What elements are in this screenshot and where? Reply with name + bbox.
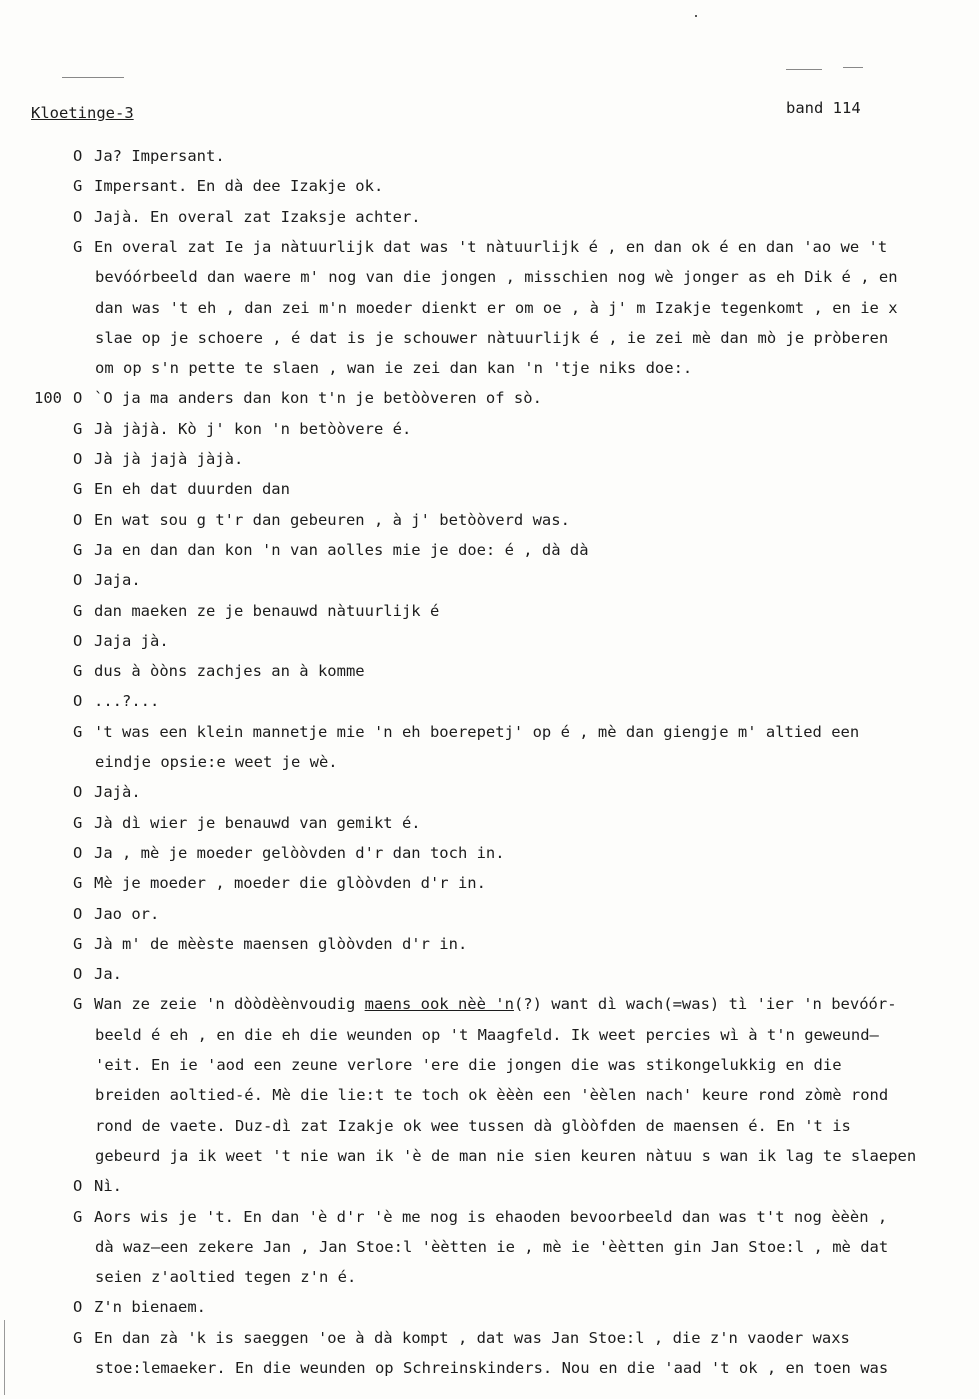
speaker-label: O	[73, 571, 83, 590]
transcript-line	[0, 1328, 979, 1348]
line-text: Jaja jà.	[94, 631, 169, 650]
transcript-line	[0, 479, 979, 499]
line-text: Ja en dan dan kon 'n van aolles mie je doe: é , dà dà	[94, 540, 589, 559]
speaker-label: O	[73, 783, 83, 802]
speaker-label: G	[73, 813, 83, 832]
transcript-line	[0, 388, 979, 408]
transcript-line	[0, 1297, 979, 1317]
transcript-line	[0, 540, 979, 560]
line-text: slae op je schoere , é dat is je schouwer nàtuurlijk é , ie zei mè dan mò je pròberen	[95, 328, 889, 347]
scan-mark	[695, 15, 697, 17]
transcript-line	[0, 1207, 979, 1227]
line-text	[94, 994, 897, 1014]
speaker-label: O	[73, 450, 83, 468]
transcript-line	[0, 1358, 979, 1378]
speaker-label: G	[73, 601, 83, 620]
line-text: Jajà.	[94, 783, 141, 802]
line-text: Nì.	[94, 1177, 122, 1196]
speaker-label: O	[73, 904, 83, 923]
line-text: eindje opsie:e weet je wè.	[95, 753, 338, 771]
speaker-label: O	[73, 1298, 83, 1317]
line-text: om op s'n pette te slaen , wan ie zei dan kan 'n 'tje niks doe:.	[95, 359, 693, 378]
speaker-label: G	[73, 237, 83, 256]
line-text: seien z'aoltied tegen z'n é.	[95, 1268, 357, 1287]
line-text: Jao or.	[94, 904, 160, 923]
line-text-part: Wan ze zeie 'n dòòdèènvoudig	[94, 995, 365, 1014]
line-text: Z'n bienaem.	[94, 1298, 206, 1317]
scan-mark	[843, 67, 863, 68]
underlined-phrase: maens ook nèè 'n	[364, 995, 514, 1014]
line-text: rond de vaete. Duz-dì zat Izakje ok wee tussen dà glòòfden de maensen é. En 't is	[95, 1116, 851, 1135]
speaker-label: O	[73, 631, 83, 650]
transcript-line	[0, 449, 979, 469]
line-text: Impersant. En dà dee Izakje ok.	[94, 177, 384, 196]
transcript-line	[0, 146, 979, 166]
transcript-line	[0, 358, 979, 378]
transcript-line	[0, 843, 979, 863]
line-text: dus à òòns zachjes an à komme	[94, 662, 365, 681]
speaker-label: G	[73, 540, 83, 559]
line-text: Jà m' de mèèste maensen glòòvden d'r in.	[94, 934, 468, 953]
transcript-line	[0, 298, 979, 318]
line-text: Ja? Impersant.	[94, 147, 225, 165]
transcript-line	[0, 601, 979, 621]
transcript-line	[0, 207, 979, 227]
line-text: Jajà. En overal zat Izaksje achter.	[94, 207, 421, 226]
band-number: band 114	[786, 99, 861, 117]
scan-mark	[786, 69, 822, 70]
transcript-line	[0, 419, 979, 439]
line-text: Jà jà jajà jàjà.	[94, 450, 244, 468]
speaker-label: G	[73, 419, 83, 438]
speaker-label: O	[73, 389, 83, 408]
line-text: stoe:lemaeker. En die weunden op Schreinskinders. Nou en die 'aad 't ok , en toen was	[95, 1359, 889, 1377]
transcript-line	[0, 1176, 979, 1196]
scan-mark	[62, 77, 124, 78]
line-text-part: (?) want dì wach(=was) tì 'ier 'n bevóór-	[513, 995, 897, 1014]
transcript-line	[0, 328, 979, 348]
line-text: 't was een klein mannetje mie 'n eh boerepetj' op é , mè dan giengje m' altied een	[94, 722, 860, 741]
line-text: 'eit. En ie 'aod een zeune verlore 'ere die jongen die was stikongelukkig en die	[95, 1056, 842, 1074]
speaker-label: G	[73, 934, 83, 953]
speaker-label: G	[73, 662, 83, 681]
line-text: dan was 't eh , dan zei m'n moeder dienkt er om oe , à j' m Izakje tegenkomt , en ie x	[95, 298, 898, 317]
line-text: dà waz—een zekere Jan , Jan Stoe:l 'èètten ie , mè ie 'èètten gin Jan Stoe:l , mè dat	[95, 1237, 889, 1256]
transcript-line	[0, 570, 979, 590]
transcript-line	[0, 1237, 979, 1257]
transcript-line	[0, 1146, 979, 1166]
transcript-line	[0, 1025, 979, 1045]
transcript-line	[0, 237, 979, 257]
speaker-label: G	[73, 874, 83, 893]
speaker-label: G	[73, 480, 83, 499]
line-text: bevóórbeeld dan waere m' nog van die jongen , misschien nog wè jonger as eh Dik é , en	[95, 268, 898, 287]
speaker-label: O	[73, 965, 83, 984]
line-text: breiden aoltied-é. Mè die lie:t te toch ok èèèn een 'èèlen nach' keure rond zòmè rond	[95, 1086, 889, 1105]
line-text: En eh dat duurden dan	[94, 480, 290, 499]
speaker-label: G	[73, 1328, 83, 1347]
speaker-label: O	[73, 843, 83, 862]
line-text: `O ja ma anders dan kon t'n je betòòveren of sò.	[94, 389, 542, 408]
line-text: Aors wis je 't. En dan 'è d'r 'è me nog is ehaoden bevoorbeeld dan was t't nog èèèn ,	[94, 1207, 888, 1226]
transcript-line	[0, 661, 979, 681]
speaker-label: G	[73, 1207, 83, 1226]
transcript-line	[0, 510, 979, 530]
speaker-label: O	[73, 692, 83, 711]
transcript-line	[0, 964, 979, 984]
transcript-line	[0, 1116, 979, 1136]
line-text: En wat sou g t'r dan gebeuren , à j' betòòverd was.	[94, 510, 570, 529]
document-title: Kloetinge-3	[31, 104, 134, 122]
transcript-line	[0, 1267, 979, 1287]
speaker-label: G	[73, 995, 83, 1014]
speaker-label: O	[73, 510, 83, 529]
transcript-line	[0, 1085, 979, 1105]
transcript-line	[0, 176, 979, 196]
transcript-line	[0, 752, 979, 772]
transcript-line	[0, 267, 979, 287]
speaker-label: G	[73, 177, 83, 196]
transcript-line	[0, 994, 979, 1014]
speaker-label: G	[73, 722, 83, 741]
transcript-line	[0, 904, 979, 924]
line-text: Jà jàjà. Kò j' kon 'n betòòvere é.	[94, 419, 412, 438]
line-text: Mè je moeder , moeder die glòòvden d'r in.	[94, 874, 486, 893]
scan-mark	[4, 1320, 5, 1395]
transcript-line	[0, 782, 979, 802]
line-text: Ja.	[94, 965, 122, 984]
transcript-line	[0, 631, 979, 651]
transcript-line	[0, 873, 979, 893]
line-text: En dan zà 'k is saeggen 'oe à dà kompt , dat was Jan Stoe:l , die z'n vaoder waxs	[94, 1328, 850, 1347]
line-text: ...?...	[94, 692, 160, 711]
line-text: dan maeken ze je benauwd nàtuurlijk é	[94, 601, 440, 620]
line-text: En overal zat Ie ja nàtuurlijk dat was 't nàtuurlijk é , en dan ok é en dan 'ao we 't	[94, 237, 888, 256]
speaker-label: O	[73, 207, 83, 226]
line-text: gebeurd ja ik weet 't nie wan ik 'è de man nie sien keuren nàtuu s wan ik lag te slaepen	[95, 1146, 917, 1165]
speaker-label: O	[73, 147, 83, 165]
transcript-line	[0, 934, 979, 954]
line-text: beeld é eh , en die eh die weunden op 't Maagfeld. Ik weet percies wì à t'n geweund—	[95, 1025, 879, 1044]
transcript-line	[0, 813, 979, 833]
transcript-line	[0, 722, 979, 742]
transcript-line	[0, 1055, 979, 1075]
line-text: Ja , mè je moeder gelòòvden d'r dan toch in.	[94, 843, 505, 862]
speaker-label: O	[73, 1177, 83, 1196]
transcript-line	[0, 691, 979, 711]
line-text: Jaja.	[94, 571, 141, 590]
line-number: 100	[34, 389, 62, 408]
line-text: Jà dì wier je benauwd van gemikt é.	[94, 813, 421, 832]
